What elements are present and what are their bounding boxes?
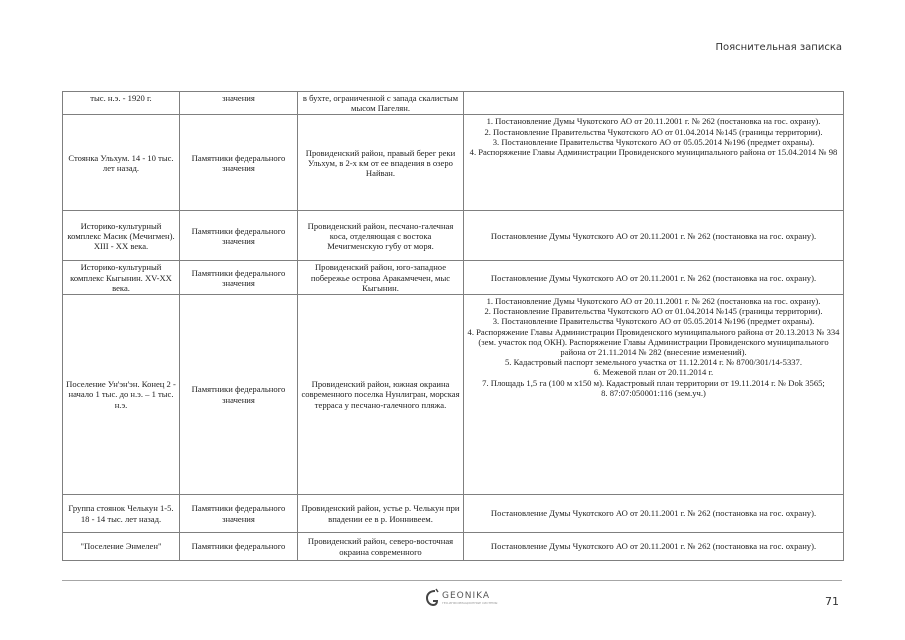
category-cell: Памятники федерального	[180, 533, 298, 561]
category-cell: Памятники федерального значения	[180, 295, 298, 495]
legal-document-item: 3. Постановление Правительства Чукотского АО от 05.05.2014 №196 (предмет охраны).	[492, 136, 815, 147]
legal-document-item: 1. Постановление Думы Чукотского АО от 20.11.2001 г. № 262 (постановка на гос. охрану).	[486, 116, 821, 127]
geonika-logo	[425, 588, 497, 608]
legal-document-item: 7. Площадь 1,5 га (100 м х150 м). Кадастровый план территории от 19.11.2014 г. № Dok 3565;	[482, 377, 825, 388]
footer-divider	[62, 580, 842, 581]
object-name-cell: Историко-культурный комплекс Масик (Мечигмен). XIII - XX века.	[63, 211, 180, 261]
legal-document-item: Постановление Думы Чукотского АО от 20.11.2001 г. № 262 (постановка на гос. охрану).	[490, 508, 817, 519]
legal-document-item: 8. 87:07:050001:116 (зем.уч.)	[601, 387, 706, 398]
location-cell: в бухте, ограниченной с запада скалистым мысом Пагелян.	[298, 92, 464, 115]
object-name-cell: Поселение Ун'эн'эн. Конец 2 - начало 1 тыс. до н.э. – 1 тыс. н.э.	[63, 295, 180, 495]
legal-documents-cell	[464, 115, 844, 211]
category-cell: Памятники федерального значения	[180, 211, 298, 261]
location-cell: Провиденский район, южная окраина современного поселка Нунлигран, морская терраса у песчано-галечного пляжа.	[298, 295, 464, 495]
legal-document-item: Постановление Думы Чукотского АО от 20.11.2001 г. № 262 (постановка на гос. охрану).	[490, 230, 817, 241]
legal-documents-cell	[464, 211, 844, 261]
page-number: 71	[825, 595, 839, 608]
document-header-title: Пояснительная записка	[715, 42, 842, 53]
geonika-logo-icon	[425, 588, 439, 608]
legal-documents-cell	[464, 295, 844, 495]
category-cell: Памятники федерального значения	[180, 495, 298, 533]
object-name-cell: тыс. н.э. - 1920 г.	[63, 92, 180, 115]
legal-document-item: 1. Постановление Думы Чукотского АО от 20.11.2001 г. № 262 (постановка на гос. охрану).	[486, 296, 821, 307]
logo-text: GEONIKA	[442, 591, 491, 601]
legal-document-item: 2. Постановление Правительства Чукотского АО от 01.04.2014 №145 (границы территории).	[484, 306, 823, 317]
location-cell: Провиденский район, юго-западное побережье острова Аракамчечен, мыс Кыгынин.	[298, 261, 464, 295]
table-row	[63, 115, 844, 211]
legal-document-item: 3. Постановление Правительства Чукотского АО от 05.05.2014 №196 (предмет охраны).	[492, 316, 815, 327]
location-cell: Провиденский район, устье р. Челькун при впадении ее в р. Ионнивеем.	[298, 495, 464, 533]
object-name-cell: Историко-культурный комплекс Кыгынин. XV-XX века.	[63, 261, 180, 295]
table-row	[63, 211, 844, 261]
object-name-cell: "Поселение Энмелен"	[63, 533, 180, 561]
logo-subtext: ГЕО-ИНФОРМАЦИОННЫЕ СИСТЕМЫ	[442, 601, 498, 605]
category-cell: Памятники федерального значения	[180, 261, 298, 295]
table-row	[63, 92, 844, 115]
table-row	[63, 533, 844, 561]
legal-documents-cell	[464, 533, 844, 561]
category-cell: значения	[180, 92, 298, 115]
location-cell: Провиденский район, песчано-галечная коса, отделяющая с востока Мечигменскую губу от моря.	[298, 211, 464, 261]
legal-document-item: 4. Распоряжение Главы Администрации Провиденского муниципального района от 15.04.2014 № 98	[469, 147, 838, 158]
object-name-cell: Группа стоянок Челькун 1-5. 18 - 14 тыс. лет назад.	[63, 495, 180, 533]
legal-document-item: 2. Постановление Правительства Чукотского АО от 01.04.2014 №145 (границы территории).	[484, 126, 823, 137]
heritage-objects-table	[62, 91, 844, 561]
table-row	[63, 295, 844, 495]
legal-document-item: 4. Распоряжение Главы Администрации Провиденского муниципального района от 20.13.2013 № 334 (зем. участок под ОКН). Распоряжение Главы Администрации Провиденского муниципального района от 21.11.2014 № 282 (внесение изменений).	[467, 326, 840, 358]
legal-document-item: Постановление Думы Чукотского АО от 20.11.2001 г. № 262 (постановка на гос. охрану).	[490, 541, 817, 552]
category-cell: Памятники федерального значения	[180, 115, 298, 211]
legal-documents-cell	[464, 261, 844, 295]
legal-document-item: 5. Кадастровый паспорт земельного участка от 11.12.2014 г. № 8700/301/14-5337.	[504, 357, 803, 368]
legal-document-item: 6. Межевой план от 20.11.2014 г.	[593, 367, 714, 378]
legal-document-item: Постановление Думы Чукотского АО от 20.11.2001 г. № 262 (постановка на гос. охрану).	[490, 272, 817, 283]
legal-documents-cell	[464, 495, 844, 533]
table-row	[63, 261, 844, 295]
table-row	[63, 495, 844, 533]
location-cell: Провиденский район, северо-восточная окраина современного	[298, 533, 464, 561]
location-cell: Провиденский район, правый берег реки Ульхум, в 2-х км от ее впадения в озеро Найван.	[298, 115, 464, 211]
legal-documents-cell	[464, 92, 844, 115]
object-name-cell: Стоянка Ульхум. 14 - 10 тыс. лет назад.	[63, 115, 180, 211]
